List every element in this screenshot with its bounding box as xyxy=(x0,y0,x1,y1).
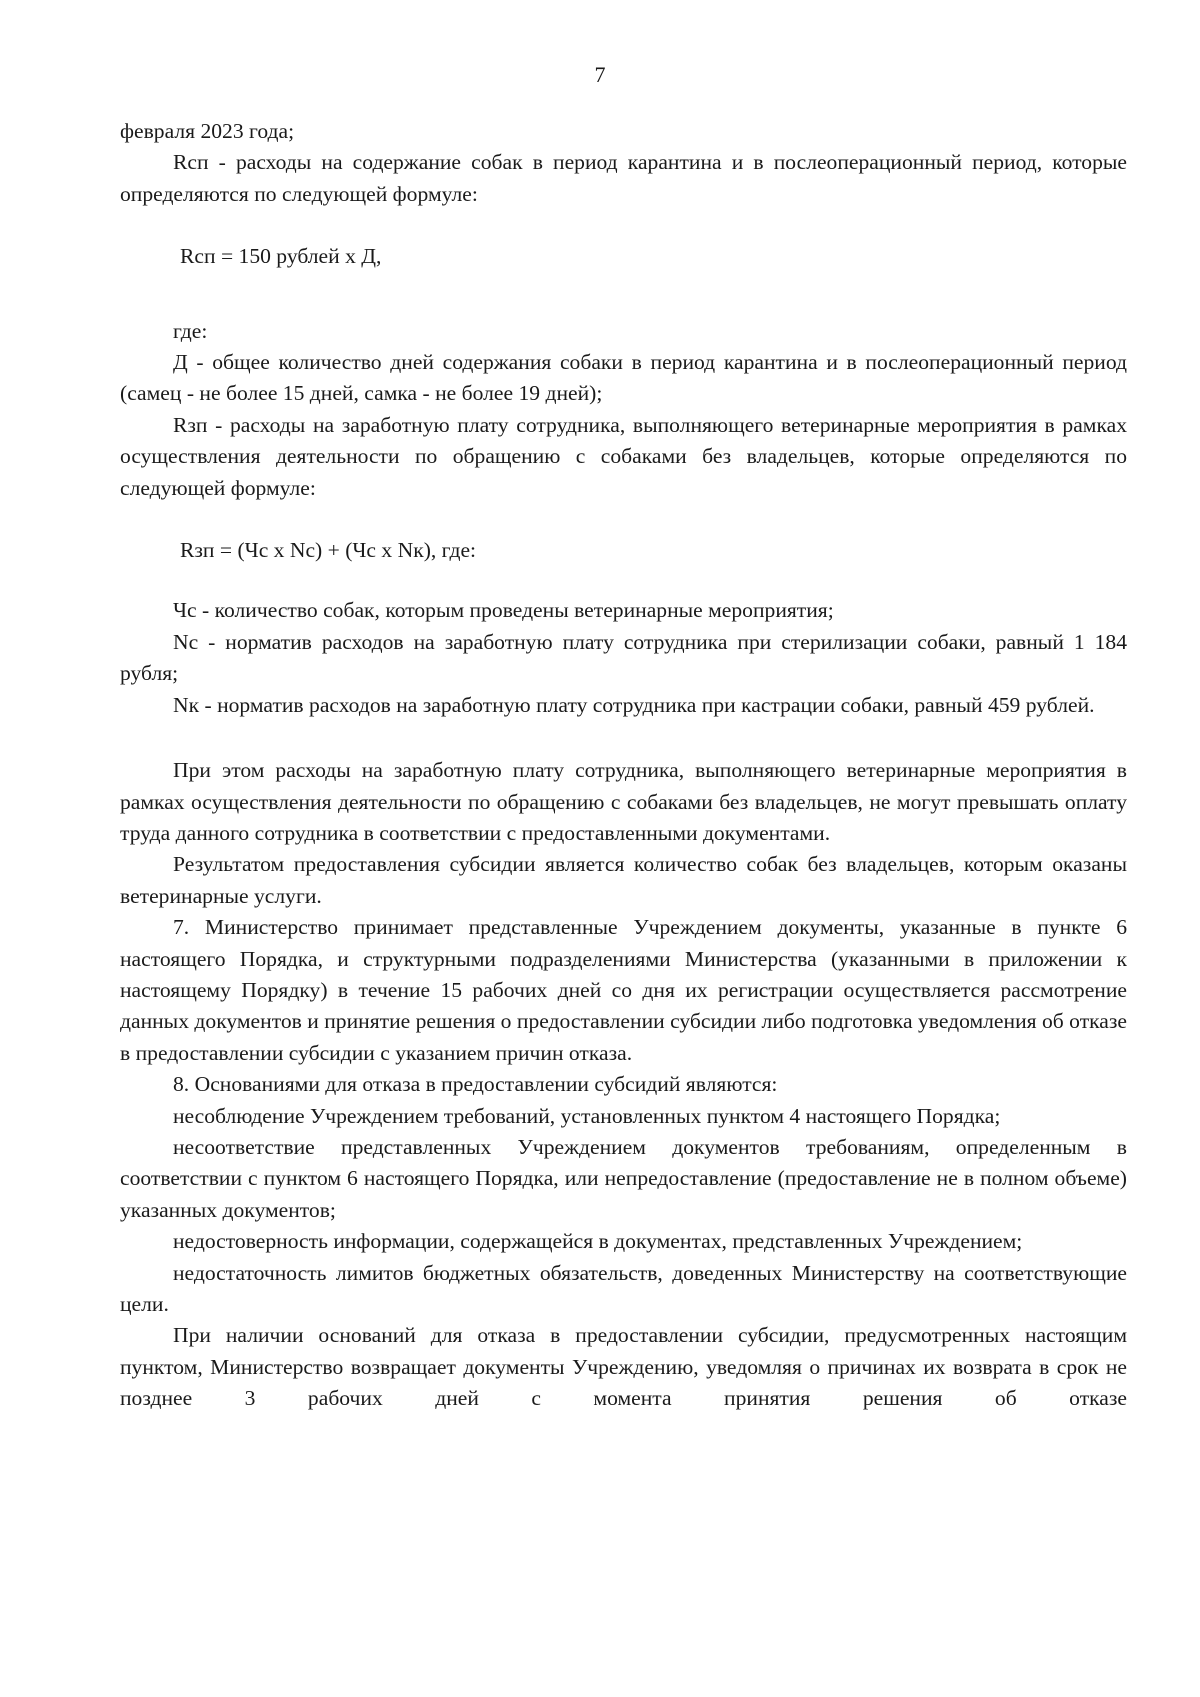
paragraph: Rсп - расходы на содержание собак в период карантина и в послеоперационный период, которые определяются по следующей формуле: xyxy=(120,150,1127,206)
paragraph: несоблюдение Учреждением требований, установленных пунктом 4 настоящего Порядка; xyxy=(173,1103,1001,1128)
paragraph: где: xyxy=(173,318,208,343)
paragraph: Rзп - расходы на заработную плату сотрудника, выполняющего ветеринарные мероприятия в рамках осуществления деятельности по обращению с собаками без владельцев, которые определяются по следующей формуле: xyxy=(120,412,1127,500)
paragraph: Nс - норматив расходов на заработную плату сотрудника при стерилизации собаки, равный 1 184 рубля; xyxy=(120,629,1127,686)
paragraph: Nк - норматив расходов на заработную плату сотрудника при кастрации собаки, равный 459 рублей. xyxy=(173,692,1095,717)
paragraph: недостаточность лимитов бюджетных обязательств, доведенных Министерству на соответствующие цели. xyxy=(120,1260,1127,1316)
document-body xyxy=(120,116,1127,1415)
paragraph: Результатом предоставления субсидии является количество собак без владельцев, которым оказаны ветеринарные услуги. xyxy=(120,852,1127,908)
formula-rzp: Rзп = (Чс х Nс) + (Чс х Nк), где: xyxy=(180,538,477,563)
paragraph: Д - общее количество дней содержания собаки в период карантина и в послеоперационный период (самец - не более 15 дней, самка - не более 19 дней); xyxy=(120,350,1127,406)
paragraph: 8. Основаниями для отказа в предоставлении субсидий являются: xyxy=(173,1072,778,1097)
paragraph: 7. Министерство принимает представленные Учреждением документы, указанные в пункте 6 настоящего Порядка, и структурными подразделениями Министерства (указанными в приложении к настоящему Порядку) в течение 15 рабочих дней со дня их регистрации осуществляется рассмотрение данных документов и принятие решения о предоставлении субсидии либо подготовка уведомления об отказе в предоставлении субсидии с указанием причин отказа. xyxy=(120,915,1127,1065)
paragraph: При наличии оснований для отказа в предоставлении субсидии, предусмотренных настоящим пунктом, Министерство возвращает документы Учреждению, уведомляя о причинах их возврата в срок не позднее 3 рабочих дней с момента принятия решения об отказе xyxy=(120,1323,1127,1411)
paragraph: несоответствие представленных Учреждением документов требованиям, определенным в соответствии с пунктом 6 настоящего Порядка, или непредоставление (предоставление не в полном объеме) указанных документов; xyxy=(120,1134,1127,1222)
paragraph: февраля 2023 года; xyxy=(120,119,295,143)
paragraph: недостоверность информации, содержащейся в документах, представленных Учреждением; xyxy=(173,1229,1023,1254)
formula-rsp: Rсп = 150 рублей х Д, xyxy=(180,244,382,269)
paragraph: Чс - количество собак, которым проведены ветеринарные мероприятия; xyxy=(173,598,834,623)
page-number: 7 xyxy=(594,62,606,87)
paragraph: При этом расходы на заработную плату сотрудника, выполняющего ветеринарные мероприятия в рамках осуществления деятельности по обращению с собаками без владельцев, не могут превышать оплату труда данного сотрудника в соответствии с предоставленными документами. xyxy=(120,758,1127,845)
